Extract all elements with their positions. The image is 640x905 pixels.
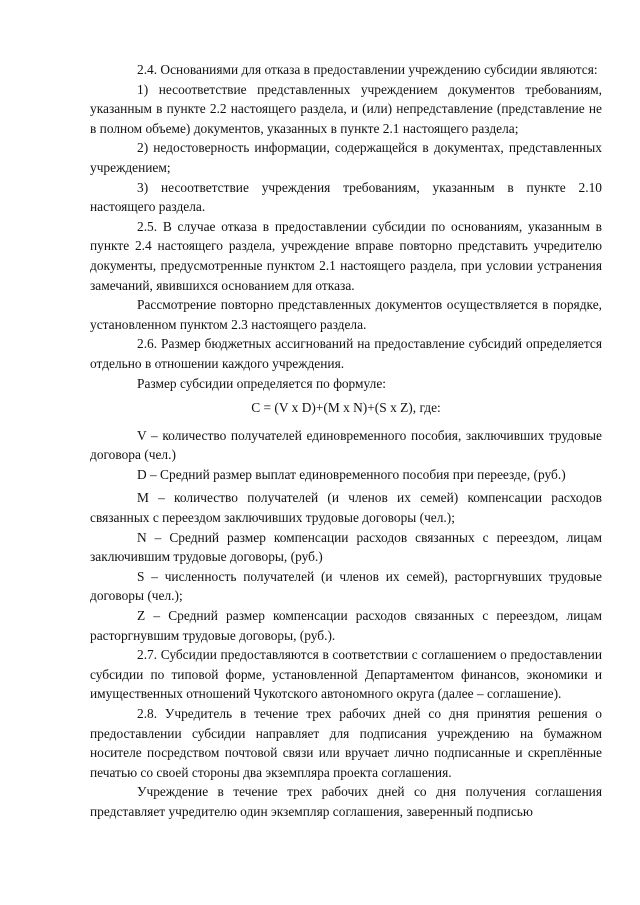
paragraph-2-5: 2.5. В случае отказа в предоставлении субсидии по основаниям, указанным в пункте 2.4 настоящего раздела, учреждение вправе повторно представить учредителю документы, предусмотренные пунктом 2.1 настоящего раздела, при условии устранения замечаний, явившихся основанием для отказа. [90, 218, 602, 293]
definition-s: S – численность получателей (и членов их семей), расторгнувших трудовые договоры (чел.); [90, 568, 602, 604]
definition-d: D – Средний размер выплат единовременного пособия при переезде, (руб.) [137, 466, 566, 482]
definition-v: V – количество получателей единовременного пособия, заключивших трудовые договора (чел.) [90, 427, 602, 463]
paragraph-2-6: 2.6. Размер бюджетных ассигнований на предоставление субсидий определяется отдельно в отношении каждого учреждения. [90, 336, 602, 371]
paragraph-2-8: 2.8. Учредитель в течение трех рабочих дней со дня принятия решения о предоставлении субсидии направляет для подписания учреждению на бумажном носителе посредством почтовой связи или вручает лично подписанные и скреплённые печатью со своей стороны два экземпляра проекта соглашения. [90, 706, 602, 780]
definition-z: Z – Средний размер компенсации расходов связанных с переездом, лицам расторгнувшим трудовые договоры, (руб.). [90, 608, 602, 643]
paragraph-resubmission: Рассмотрение повторно представленных документов осуществляется в порядке, установленном пунктом 2.3 настоящего раздела. [90, 297, 602, 332]
list-item-1: 1) несоответствие представленных учреждением документов требованиям, указанным в пункте 2.2 настоящего раздела, и (или) непредставление (представление не в полном объеме) документов, указанных в пункте 2.1 настоящего раздела; [90, 81, 602, 136]
paragraph-formula-intro: Размер субсидии определяется по формуле: [137, 375, 386, 391]
list-item-3: 3) несоответствие учреждения требованиям, указанным в пункте 2.10 настоящего раздела. [90, 179, 602, 215]
list-item-2: 2) недостоверность информации, содержащейся в документах, представленных учреждением; [90, 140, 602, 175]
paragraph-2-4: 2.4. Основаниями для отказа в предоставлении учреждению субсидии являются: [137, 62, 598, 77]
paragraph-2-7: 2.7. Субсидии предоставляются в соответствии с соглашением о предоставлении субсидии по типовой форме, установленной Департаментом финансов, экономики и имущественных отношений Чукотского автономного округа (далее – соглашение). [90, 647, 602, 702]
document-page [90, 60, 602, 822]
definition-n: N – Средний размер компенсации расходов связанных с переездом, лицам заключившим трудовые договоры, (руб.) [90, 529, 602, 565]
formula: C = (V x D)+(M x N)+(S x Z), где: [251, 400, 441, 416]
paragraph-institution-response: Учреждение в течение трех рабочих дней со дня получения соглашения представляет учредителю один экземпляр соглашения, заверенный подписью [90, 784, 602, 819]
definition-m: M – количество получателей (и членов их семей) компенсации расходов связанных с переездом заключивших трудовые договоры (чел.); [90, 490, 602, 526]
